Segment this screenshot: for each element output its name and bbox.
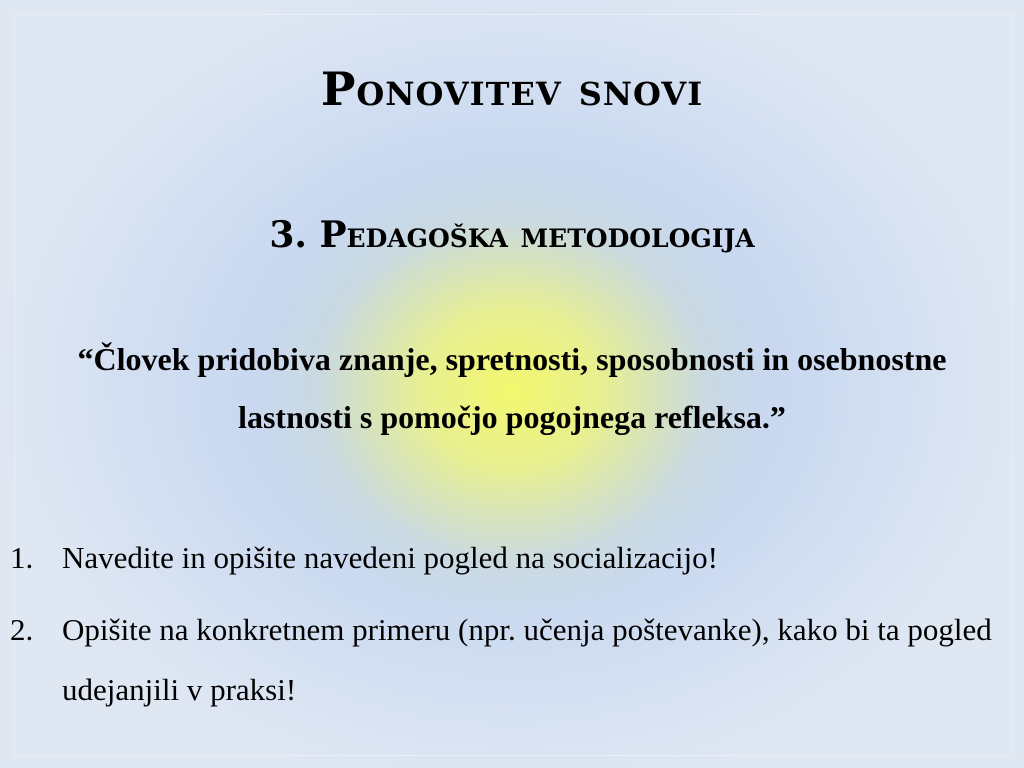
task-item-2 xyxy=(0,600,1024,720)
quote-text: “Človek pridobiva znanje, spretnosti, sposobnosti in osebnostne lastnosti s pomočjo pogojnega refleksa.” xyxy=(77,341,947,435)
task-number: 1. xyxy=(10,540,34,575)
task-text: Navedite in opišite navedeni pogled na socializacijo! xyxy=(62,540,718,575)
task-text: Opišite na konkretnem primeru (npr. učenja poštevanke), kako bi ta pogled udejanjili v praksi! xyxy=(62,612,992,707)
task-number: 2. xyxy=(10,612,34,647)
slide-title: Ponovitev snovi xyxy=(320,62,704,116)
task-list xyxy=(0,528,1024,732)
task-item-1 xyxy=(0,528,1024,588)
slide-subtitle: 3. Pedagoška metodologija xyxy=(269,214,755,256)
